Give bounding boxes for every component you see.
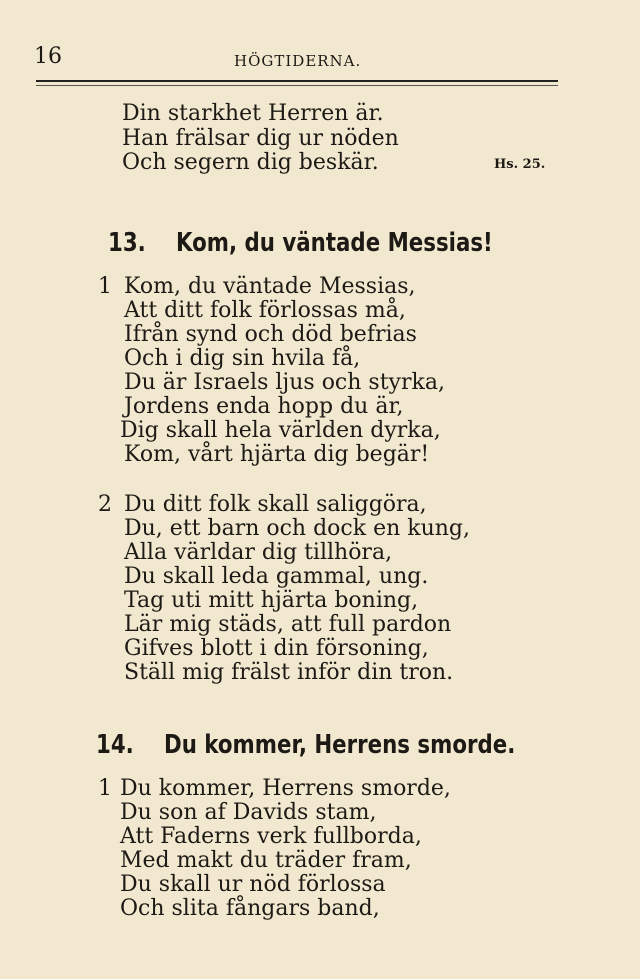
verse-line: Du, ett barn och dock en kung, xyxy=(124,516,470,541)
verse-number: 1 xyxy=(98,776,112,801)
verse-line: Du ditt folk skall saliggöra, xyxy=(124,492,427,517)
verse-line: Du son af Davids stam, xyxy=(120,800,377,825)
hymn-title: Du kommer, Herrens smorde. xyxy=(164,730,516,760)
verse-number: 2 xyxy=(98,492,112,517)
verse-number: 1 xyxy=(98,274,112,299)
verse-line: Alla världar dig tillhöra, xyxy=(124,540,393,565)
verse-line: Du är Israels ljus och styrka, xyxy=(124,370,445,395)
verse-line: Lär mig städs, att full pardon xyxy=(124,612,452,637)
melody-reference: Hs. 25. xyxy=(494,157,546,172)
hymn-number: 14. xyxy=(96,730,134,760)
verse-line: Han frälsar dig ur nöden xyxy=(122,126,399,151)
verse-line: Du skall leda gammal, ung. xyxy=(124,564,429,589)
header-rule-thin xyxy=(36,85,558,86)
page-number: 16 xyxy=(34,44,62,69)
verse-line: Gifves blott i din försoning, xyxy=(124,636,429,661)
verse-line: Med makt du träder fram, xyxy=(120,848,412,873)
verse-line: Du kommer, Herrens smorde, xyxy=(120,776,451,801)
verse-line: Dig skall hela världen dyrka, xyxy=(120,418,441,443)
verse-line: Och segern dig beskär. xyxy=(122,150,379,175)
verse-line: Och slita fångars band, xyxy=(120,896,380,921)
verse-line: Tag uti mitt hjärta boning, xyxy=(124,588,419,613)
verse-line: Din starkhet Herren är. xyxy=(122,101,384,126)
verse-line: Att ditt folk förlossas må, xyxy=(124,298,406,323)
verse-line: Jordens enda hopp du är, xyxy=(124,394,404,419)
verse-line: Du skall ur nöd förlossa xyxy=(120,872,386,897)
header-rule xyxy=(36,80,558,82)
running-head: HÖGTIDERNA. xyxy=(234,52,362,70)
verse-line: Ifrån synd och död befrias xyxy=(124,322,417,347)
verse-line: Ställ mig frälst inför din tron. xyxy=(124,660,454,685)
verse-line: Kom, vårt hjärta dig begär! xyxy=(124,442,430,467)
verse-line: Kom, du väntade Messias, xyxy=(124,274,416,299)
hymn-number: 13. xyxy=(108,228,146,258)
hymn-title: Kom, du väntade Messias! xyxy=(176,228,493,258)
verse-line: Och i dig sin hvila få, xyxy=(124,346,361,371)
verse-line: Att Faderns verk fullborda, xyxy=(120,824,422,849)
